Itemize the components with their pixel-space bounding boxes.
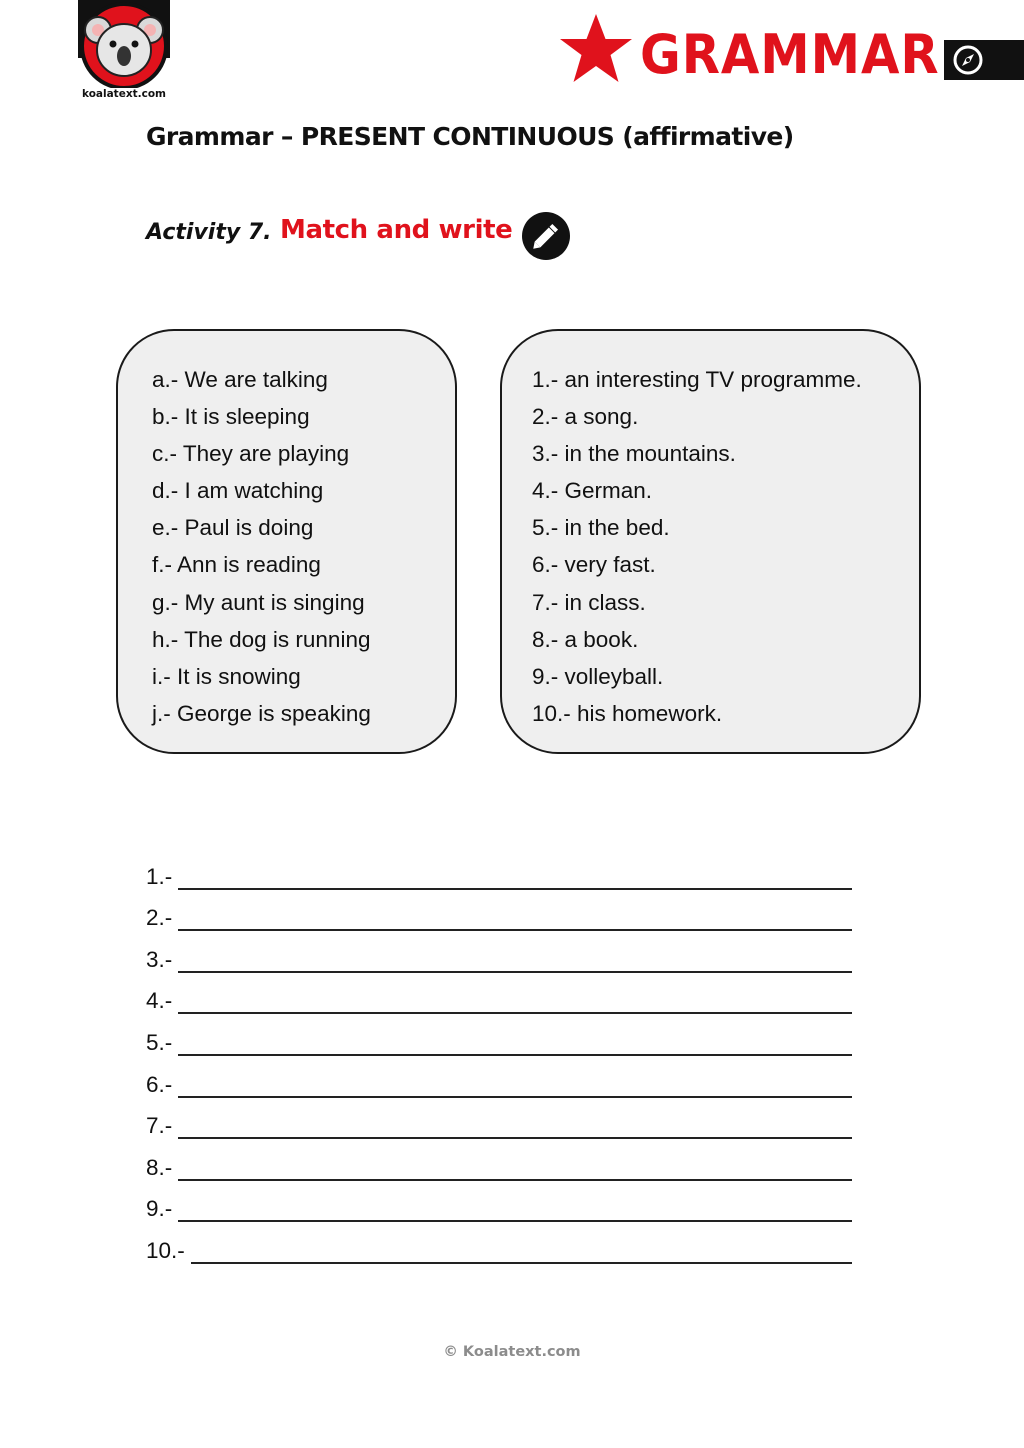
answer-number: 1.-: [146, 863, 173, 889]
answer-row: [146, 1056, 852, 1098]
answer-line[interactable]: [178, 905, 852, 931]
answer-number: 4.-: [146, 988, 173, 1014]
pencil-icon: [522, 212, 570, 260]
list-item: 1.- an interesting TV programme.: [532, 367, 862, 392]
compass-icon: [952, 44, 984, 76]
answer-row: [146, 1222, 852, 1264]
list-item: f.- Ann is reading: [152, 552, 321, 578]
list-item: 8.- a book.: [532, 626, 639, 652]
page-title: Grammar – PRESENT CONTINUOUS (affirmative): [146, 122, 794, 151]
answer-line[interactable]: [178, 1030, 852, 1056]
answer-number: 9.-: [146, 1196, 173, 1222]
answer-number: 3.-: [146, 946, 173, 972]
answer-row: [146, 848, 852, 890]
list-item: c.- They are playing: [152, 441, 350, 467]
answer-row: [146, 1181, 852, 1223]
activity-title: Match and write: [280, 215, 513, 245]
logo-text: koalatext.com: [82, 88, 166, 100]
answer-line[interactable]: [191, 1238, 852, 1264]
list-item: a.- We are talking: [152, 367, 328, 392]
list-item: 2.- a song.: [532, 404, 639, 430]
list-item: 3.- in the mountains.: [532, 441, 736, 467]
answer-number: 6.-: [146, 1071, 173, 1097]
list-item: 4.- German.: [532, 478, 653, 504]
list-item: j.- George is speaking: [152, 700, 371, 726]
subjects-box: [116, 329, 457, 754]
answer-row: [146, 1139, 852, 1181]
list-item: 9.- volleyball.: [532, 663, 664, 689]
answer-row: [146, 931, 852, 973]
koala-icon: [78, 0, 170, 88]
answer-lines: [146, 848, 852, 1264]
answer-row: [146, 1098, 852, 1140]
list-item: h.- The dog is running: [152, 626, 371, 652]
list-item: 5.- in the bed.: [532, 515, 670, 541]
answer-line[interactable]: [178, 1072, 852, 1098]
list-item: g.- My aunt is singing: [152, 589, 365, 615]
answer-row: [146, 1014, 852, 1056]
grammar-brand: [556, 12, 1024, 86]
brand-word: GRAMMAR: [640, 23, 940, 86]
answer-number: 8.-: [146, 1154, 173, 1180]
answer-line[interactable]: [178, 988, 852, 1014]
list-item: i.- It is snowing: [152, 663, 301, 689]
koala-logo: [78, 0, 170, 102]
footer-copyright: © Koalatext.com: [443, 1344, 581, 1360]
endings-list: [532, 361, 862, 732]
list-item: d.- I am watching: [152, 478, 324, 504]
list-item: 10.- his homework.: [532, 700, 723, 726]
answer-line[interactable]: [178, 1155, 852, 1181]
answer-number: 2.-: [146, 905, 173, 931]
answer-number: 5.-: [146, 1029, 173, 1055]
answer-line[interactable]: [178, 864, 852, 890]
answer-line[interactable]: [178, 1113, 852, 1139]
list-item: 7.- in class.: [532, 589, 646, 615]
answer-line[interactable]: [178, 1196, 852, 1222]
subjects-list: [152, 361, 371, 732]
answer-line[interactable]: [178, 947, 852, 973]
answer-row: [146, 973, 852, 1015]
answer-number: 7.-: [146, 1113, 173, 1139]
answer-number: 10.-: [146, 1237, 185, 1263]
list-item: b.- It is sleeping: [152, 404, 310, 430]
activity-label: Activity 7.: [146, 220, 272, 245]
answer-row: [146, 890, 852, 932]
list-item: e.- Paul is doing: [152, 515, 314, 541]
compass-badge: [944, 40, 1024, 80]
star-icon: [556, 12, 636, 86]
endings-box: [500, 329, 921, 754]
activity-heading: [146, 212, 586, 264]
list-item: 6.- very fast.: [532, 552, 656, 578]
